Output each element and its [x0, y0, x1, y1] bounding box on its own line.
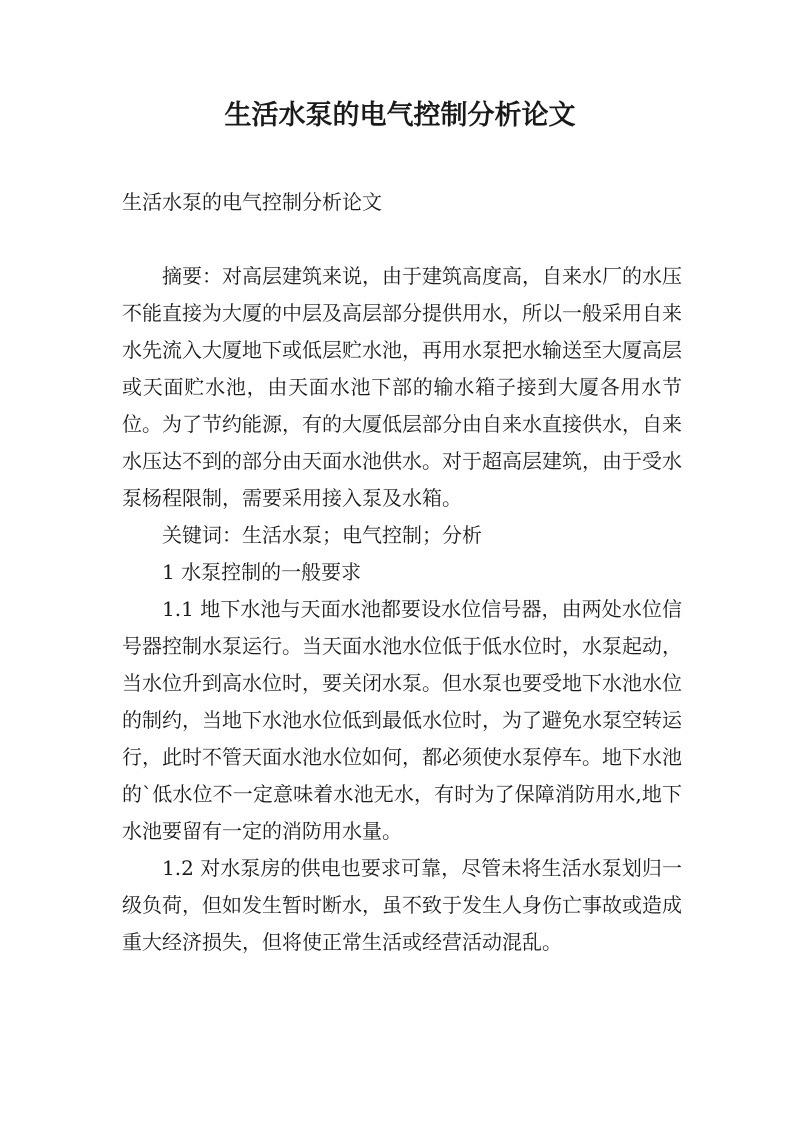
- keywords-line: 关键词：生活水泵；电气控制；分析: [162, 523, 482, 547]
- document-title: 生活水泵的电气控制分析论文: [224, 100, 576, 131]
- paragraph-1-2: 1.2 对水泵房的供电也要求可靠，尽管未将生活水泵划归一级负荷，但如发生暂时断水，虽不致于发生人身伤亡事故或造成重大经济损失，但将使正常生活或经营活动混乱。: [122, 856, 682, 954]
- abstract-paragraph: 摘要：对高层建筑来说，由于建筑高度高，自来水厂的水压不能直接为大厦的中层及高层部分提供用水，所以一般采用自来水先流入大厦地下或低层贮水池，再用水泵把水输送至大厦高层或天面贮水池，由天面水池下部的输水箱子接到大厦各用水节位。为了节约能源，有的大厦低层部分由自来水直接供水，自来水压达不到的部分由天面水池供水。对于超高层建筑，由于受水泵杨程限制，需要采用接入泵及水箱。: [122, 264, 682, 510]
- document-body: [122, 184, 682, 961]
- document-subtitle: 生活水泵的电气控制分析论文: [122, 190, 382, 214]
- section-heading: 1 水泵控制的一般要求: [162, 560, 362, 584]
- paragraph-1-1: 1.1 地下水池与天面水池都要设水位信号器，由两处水位信号器控制水泵运行。当天面水池水位低于低水位时，水泵起动，当水位升到高水位时，要关闭水泵。但水泵也要受地下水池水位的制约，当地下水池水位低到最低水位时，为了避免水泵空转运行，此时不管天面水池水位如何，都必须使水泵停车。地下水池的`低水位不一定意味着水池无水，有时为了保障消防用水,地下水池要留有一定的消防用水量。: [122, 597, 682, 843]
